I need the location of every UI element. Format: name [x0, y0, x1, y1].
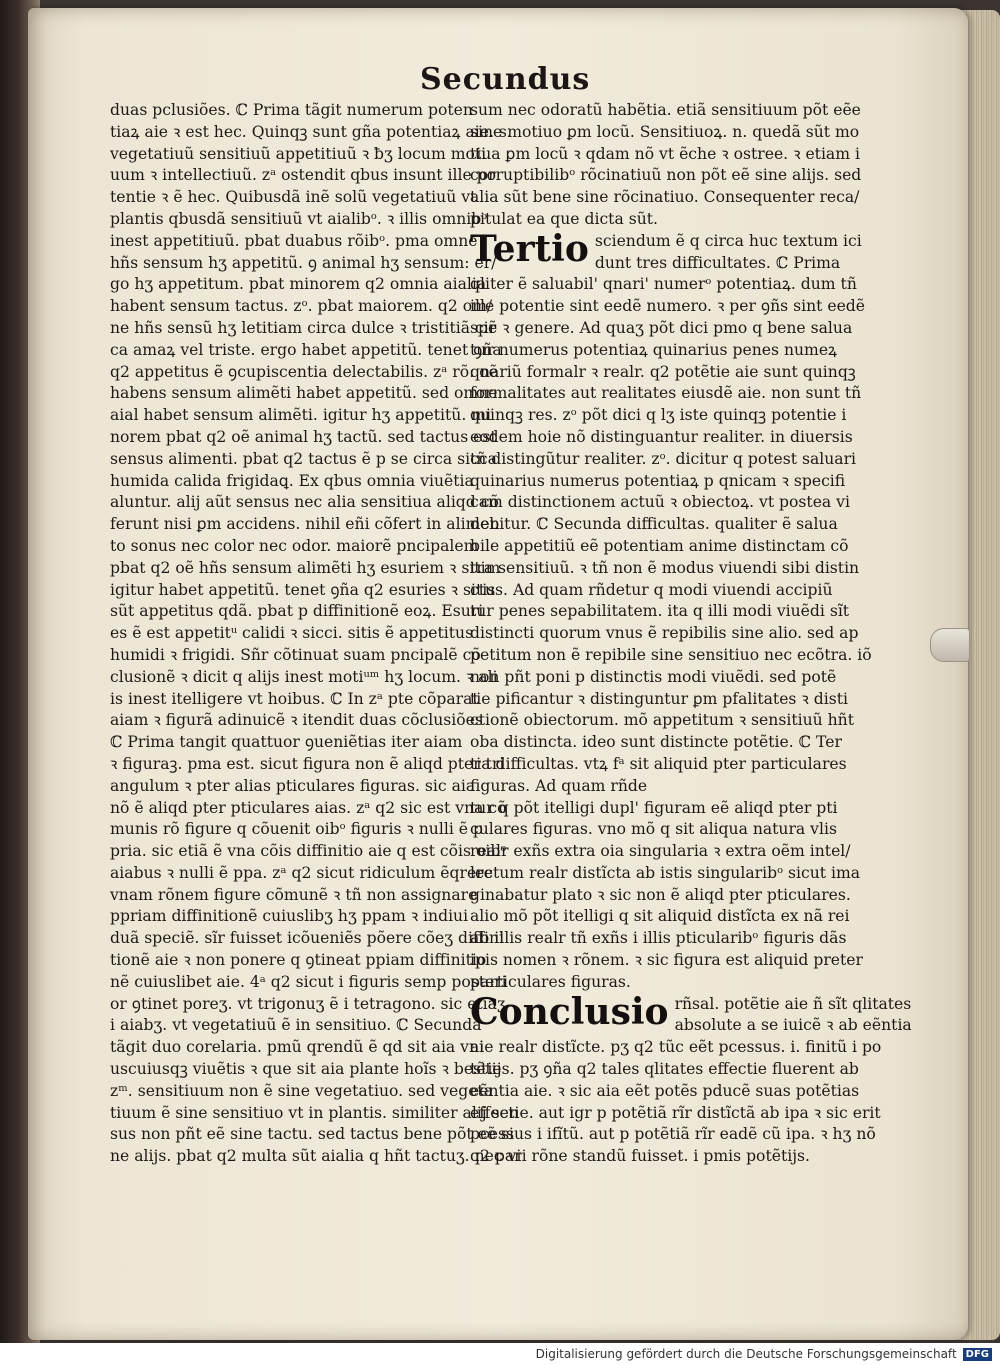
conclusio-line: absolute a se iuicẽ ꝛ ab eẽntia [674, 1016, 912, 1035]
text-line: tiua ꝑm locũ ꝛ qdam nõ vt ẽche ꝛ ostree. ꝛ etiam i [470, 144, 860, 163]
text-line: ℂ Prima tangit quattuor ꝯueniẽtias iter aiam [110, 733, 463, 752]
text-line: tur numerus potentiaꝝ quinarius penes numeꝝ [470, 340, 838, 359]
footer-credit: Digitalisierung gefördert durch die Deutsche Forschungsgemeinschaft [535, 1347, 957, 1361]
text-line: eodem hoie nõ distinguantur realiter. in diuersis [470, 427, 853, 446]
text-line: or ꝯtinet poreʒ. vt trigonuʒ ẽ i tetragono. sic etiaʒ [110, 994, 506, 1013]
text-line: uum ꝛ intellectiuũ. zᵃ ostendit qbus insunt ille po [110, 166, 497, 185]
text-line: q2 pari rõne standũ fuisset. i pmis potẽtijs. [470, 1147, 810, 1166]
text-line: distincti quorum vnus ẽ repibilis sine alio. sed ap [470, 624, 859, 643]
text-line: cam distinctionem actuũ ꝛ obiectoꝝ. vt postea vi [470, 493, 850, 512]
text-line: ca amaꝝ vel triste. ergo habet appetitũ. tenet ꝯña [110, 340, 502, 359]
text-line: clusionẽ ꝛ dicit q alijs inest motiᵘᵐ hʒ locum. ꝛ ali [110, 667, 498, 686]
text-line: quinarius numerus potentiaꝝ p qnicam ꝛ specifi [470, 471, 846, 490]
tertio-block [470, 227, 862, 275]
text-line: tñ distingũtur realiter. zᵒ. dicitur q potest saluari [470, 449, 857, 468]
text-line: ctionẽ obiectorum. mõ appetitum ꝛ sensitiuũ hñt [470, 711, 854, 730]
running-head: Secundus [420, 62, 591, 97]
conclusio-block [470, 990, 912, 1038]
text-line: tionẽ aie ꝛ non ponere q ꝯtineat ppiam diffinitio [110, 951, 487, 970]
text-line: aiam ꝛ figurã adinuicẽ ꝛ itendit duas cõclusiões [110, 711, 483, 730]
text-line: sũt appetitus qdã. pbat p diffinitionẽ eoꝝ. Esuri [110, 602, 484, 621]
text-line: i aiabʒ. vt vegetatiuũ ẽ in sensitiuo. ℂ Secunda [110, 1016, 482, 1035]
text-line: tãgit duo corelaria. pmũ qrendũ ẽ qd sit aia vni [110, 1038, 485, 1057]
text-line: sus non pñt eẽ sine tactu. sed tactus bene põt eẽ si [110, 1125, 515, 1144]
text-line: sensus alimenti. pbat q2 tactus ẽ p se circa sicca [110, 449, 497, 468]
text-line: to sonus nec color nec odor. maiorẽ pncipalem [110, 536, 479, 555]
text-line: ꝛ figuraꝫ. pma est. sicut figura non ẽ aliqd pter tri [110, 754, 505, 773]
text-line: vegetatiuũ sensitiuũ appetitiuũ ꝛ ƀʒ locum moti [110, 144, 487, 163]
text-line: effectie. aut igr p potẽtiã rĩr distĩctã ab ipa ꝛ sic erit [470, 1103, 881, 1122]
text-line: debitur. ℂ Secunda difficultas. qualiter ẽ salua [470, 515, 838, 534]
text-line: tiaꝝ aie ꝛ est hec. Quinqꝫ sunt gña potentiaꝝ aie. s. [110, 122, 512, 141]
text-line: zᵐ. sensitiuum non ẽ sine vegetatiuo. sed vegeta [110, 1081, 493, 1100]
text-line: pbat q2 oẽ hñs sensum alimẽti hʒ esuriem ꝛ sitim [110, 558, 501, 577]
text-line: pitulat ea que dicta sũt. [470, 209, 658, 228]
text-line: nõ ẽ aliqd pter pticulares aias. zᵃ q2 sic est vna cõ [110, 798, 507, 817]
text-line: non pñt poni p distinctis modi viuẽdi. sed potẽ [470, 667, 837, 686]
text-line: es ẽ est appetitᵘ calidi ꝛ sicci. sitis ẽ appetitus [110, 624, 474, 643]
text-line: lectum realr distĩcta ab istis singularibᵒ sicut ima [470, 863, 861, 882]
text-line: ginabatur plato ꝛ sic non ẽ aliqd pter pticulares. [470, 885, 851, 904]
text-line: tẽtijs. pʒ ꝯña q2 tales qlitates effectie fluerent ab [470, 1060, 859, 1079]
text-line: tiuum ẽ sine sensitiuo vt in plantis. similiter alij sen [110, 1103, 519, 1122]
text-line: tur penes sepabilitatem. ita q illi modi viuẽdi sĩt [470, 602, 850, 621]
text-line: tur q põt itelligi dupl' figuram eẽ aliqd pter pti [470, 798, 838, 817]
text-line: ne hñs sensũ hʒ letitiam circa dulce ꝛ tristitiã cir [110, 318, 497, 337]
text-line: ne alijs. pbat q2 multa sũt aialia q hñt tactuʒ. nec vi [110, 1147, 522, 1166]
text-line: vnam rõnem figure cõmunẽ ꝛ tñ non assignare [110, 885, 478, 904]
conclusio-line: rñsal. potẽtie aie ñ sĩt qlitates [674, 994, 912, 1013]
text-line: qliter ẽ saluabil' qnari' numerᵒ potentiaꝝ. dum tñ [470, 275, 857, 294]
dfg-logo: DFG [963, 1348, 992, 1361]
text-line: angulum ꝛ pter alias pticulares figuras. sic aia [110, 776, 476, 795]
left-column [110, 100, 522, 1168]
text-line: sine motiuo ꝑm locũ. Sensitiuoꝝ. n. quedã sũt mo [470, 122, 860, 141]
text-line: petitum non ẽ repibile sine sensitiuo nec ecõtra. iõ [470, 645, 872, 664]
text-line: sum nec odoratũ habẽtia. etiã sensitiuum põt eẽe [470, 101, 861, 119]
text-line: is inest itelligere vt hoibus. ℂ In zᵃ pte cõparat [110, 689, 479, 708]
page-clip [930, 628, 970, 662]
text-line: nẽ cuiuslibet aie. 4ᵃ q2 sicut i figuris semp posteri [110, 972, 507, 991]
text-line: hñs sensum hʒ appetitũ. ꝯ animal hʒ sensum: er/ [110, 253, 497, 272]
text-line: bile appetitiũ eẽ potentiam anime distinctam cõ [470, 536, 849, 555]
text-line: corruptibilibᵒ rõcinatiuũ non põt eẽ sine alijs. sed [470, 166, 862, 185]
tertio-line: dunt tres difficultates. ℂ Prima [594, 253, 841, 272]
text-line: tra sensitiuũ. ꝛ tñ non ẽ modus viuendi sibi distin [470, 558, 860, 577]
text-line: ferunt nisi ꝑm accidens. nihil eñi cõfert in alimen [110, 515, 500, 534]
right-column-middle [470, 274, 872, 993]
text-line: humidi ꝛ frigidi. Sñr cõtinuat suam pncipalẽ cõ [110, 645, 481, 664]
text-line: duã speciẽ. sĩr fuisset icõueniẽs põere cõeʒ diffini [110, 929, 505, 948]
text-line: spẽ ꝛ genere. Ad quaʒ põt dici pmo q bene salua [470, 318, 853, 337]
tertio-heading: Tertio [470, 227, 589, 270]
text-line: aial habet sensum alimẽti. igitur hʒ appetitũ. mi [110, 406, 492, 425]
text-line: particulares figuras. [470, 972, 631, 991]
text-line: aie realr distĩcte. pʒ q2 tũc eẽt pcessus. i. finitũ i po [470, 1038, 882, 1057]
text-line: figuras. Ad quam rñde [470, 776, 648, 795]
text-line: tia difficultas. vtꝝ fᵃ sit aliquid pter particulares [470, 754, 847, 773]
text-line: eẽntia aie. ꝛ sic aia eẽt potẽs pducẽ suas potẽtias [470, 1081, 860, 1100]
text-line: aiabus ꝛ nulli ẽ ppa. zᵃ q2 sicut ridiculum ẽqrere [110, 863, 493, 882]
text-line: ab illis realr tñ exñs i illis pticularibᵒ figuris dãs [470, 929, 847, 948]
text-line: habens sensum alimẽti habet appetitũ. sed omne [110, 384, 498, 403]
text-line: quinqꝫ res. zᵒ põt dici q lʒ iste quinqꝫ potentie i [470, 406, 847, 425]
text-line: tentie ꝛ ẽ hec. Quibusdã inẽ solũ vegetatiuũ vt [110, 188, 477, 207]
right-column [470, 100, 912, 1168]
text-line: ppriam diffinitionẽ cuiuslibʒ hʒ ppam ꝛ indiui [110, 907, 469, 926]
right-column-bottom [470, 1037, 882, 1168]
tertio-line: sciendum ẽ q circa huc textum ici [594, 231, 862, 250]
text-line: ipis nomen ꝛ rõnem. ꝛ sic figura est aliquid preter [470, 951, 863, 970]
text-line: ctus. Ad quam rñdetur q modi viuendi accipiũ [470, 580, 833, 599]
text-line: q2 appetitus ẽ ꝯcupiscentia delectabilis. zᵃ rõ: oẽ [110, 362, 498, 381]
text-line: uscuiusqꝫ viuẽtis ꝛ que sit aia plante hoĩs ꝛ bestie [110, 1060, 502, 1079]
text-line: formalitates aut realitates eiusdẽ aie. non sunt tñ [470, 384, 862, 403]
text-line: norem pbat q2 oẽ animal hʒ tactũ. sed tactus est [110, 427, 497, 446]
conclusio-heading: Conclusio [470, 990, 669, 1033]
text-line: aluntur. alij aũt sensus nec alia sensitiua aliqd cõ [110, 493, 499, 512]
text-line: duas pclusiões. ℂ Prima tãgit numerum poten [110, 101, 473, 119]
text-line: go hʒ appetitum. pbat minorem q2 omnia aialia [110, 275, 487, 294]
text-line: oba distincta. ideo sunt distincte potẽtie. ℂ Ter [470, 733, 842, 752]
text-line: alio mõ põt itelligi q sit aliquid distĩcta ex nã rei [470, 907, 850, 926]
text-line: inest appetitiuũ. pbat duabus rõibᵒ. pma omne [110, 231, 478, 250]
text-line: plantis qbusdã sensitiuũ vt aialibᵒ. ꝛ illis omnibᵒ [110, 209, 488, 228]
text-line: pria. sic etiã ẽ vna cõis diffinitio aie q est cõis oibᵒ [110, 842, 507, 861]
text-line: realr exñs extra oia singularia ꝛ extra oẽm intel/ [470, 842, 851, 861]
text-line: alia sũt bene sine rõcinatiuo. Consequenter reca/ [470, 188, 860, 207]
text-line: culares figuras. vno mõ q sit aliqua natura vlis [470, 820, 837, 839]
footer-bar [0, 1343, 1000, 1365]
text-line: qnariũ formalr ꝛ realr. q2 potẽtie aie sunt quinqꝫ [470, 362, 856, 381]
text-line: ille potentie sint eedẽ numero. ꝛ per ꝯñs sint eedẽ [470, 297, 866, 316]
text-line: pcessus i ifĩtũ. aut p potẽtiã rĩr eadẽ cũ ipa. ꝛ hʒ nõ [470, 1125, 876, 1144]
text-line: igitur habet appetitũ. tenet ꝯña q2 esuries ꝛ sitis [110, 580, 496, 599]
text-line: habent sensum tactus. zᵒ. pbat maiorem. q2 om/ [110, 297, 493, 316]
text-line: humida calida frigidaꝗ. Ex qbus omnia viuẽtia [110, 471, 474, 490]
right-column-top [470, 100, 862, 231]
text-line: munis rõ figure q cõuenit oibᵒ figuris ꝛ nulli ẽ p [110, 820, 483, 839]
text-line: tie pificantur ꝛ distinguntur ꝑm pfalitates ꝛ disti [470, 689, 848, 708]
